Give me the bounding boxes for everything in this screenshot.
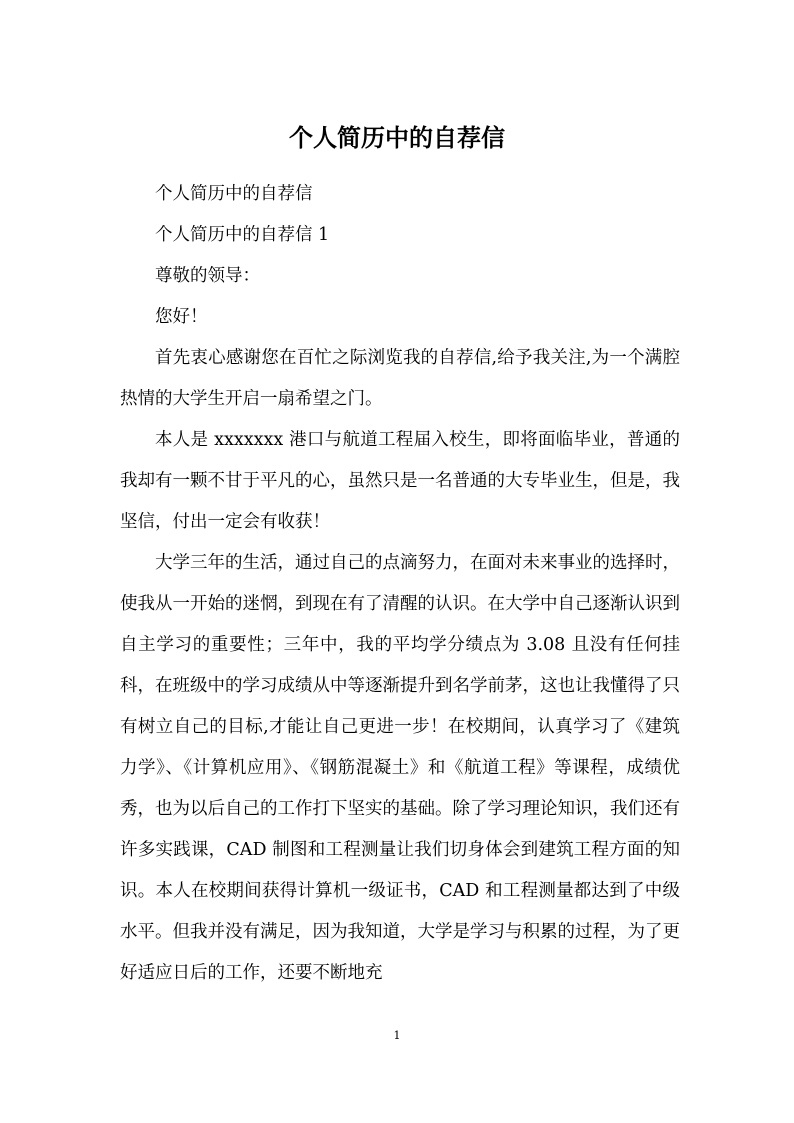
salutation: 尊敬的领导：: [155, 266, 260, 286]
document-title: 个人简历中的自荐信: [289, 124, 505, 152]
paragraph: 首先衷心感谢您在百忙之际浏览我的自荐信,给予我关注,为一个满腔热情的大学生开启一扇希望之门。: [120, 348, 680, 409]
paragraph: 个人简历中的自荐信: [155, 184, 313, 204]
paragraph: 个人简历中的自荐信 1: [155, 225, 330, 245]
paragraph: 本人是 xxxxxxx 港口与航道工程届入校生，即将面临毕业，普通的我却有一颗不甘于平凡的心，虽然只是一名普通的大专毕业生，但是，我坚信，付出一定会有收获！: [120, 430, 680, 532]
document-body: [120, 174, 680, 994]
paragraph: 大学三年的生活，通过自己的点滴努力，在面对未来事业的选择时，使我从一开始的迷惘，到现在有了清醒的认识。在大学中自己逐渐认识到自主学习的重要性；三年中，我的平均学分绩点为 3.08 且没有任何挂科，在班级中的学习成绩从中等逐渐提升到名学前茅，这也让我懂得了只有树立自己的目标,才能让自己更进一步！在校期间，认真学习了《建筑力学》、《计算机应用》、《钢筋混凝土》和《航道工程》等课程，成绩优秀，也为以后自己的工作打下坚实的基础。除了学习理论知识，我们还有许多实践课，CAD 制图和工程测量让我们切身体会到建筑工程方面的知识。本人在校期间获得计算机一级证书，CAD 和工程测量都达到了中级水平。但我并没有满足，因为我知道，大学是学习与积累的过程，为了更好适应日后的工作，还要不断地充: [120, 553, 680, 983]
page-number: 1: [393, 1029, 401, 1042]
greeting: 您好！: [155, 307, 208, 327]
